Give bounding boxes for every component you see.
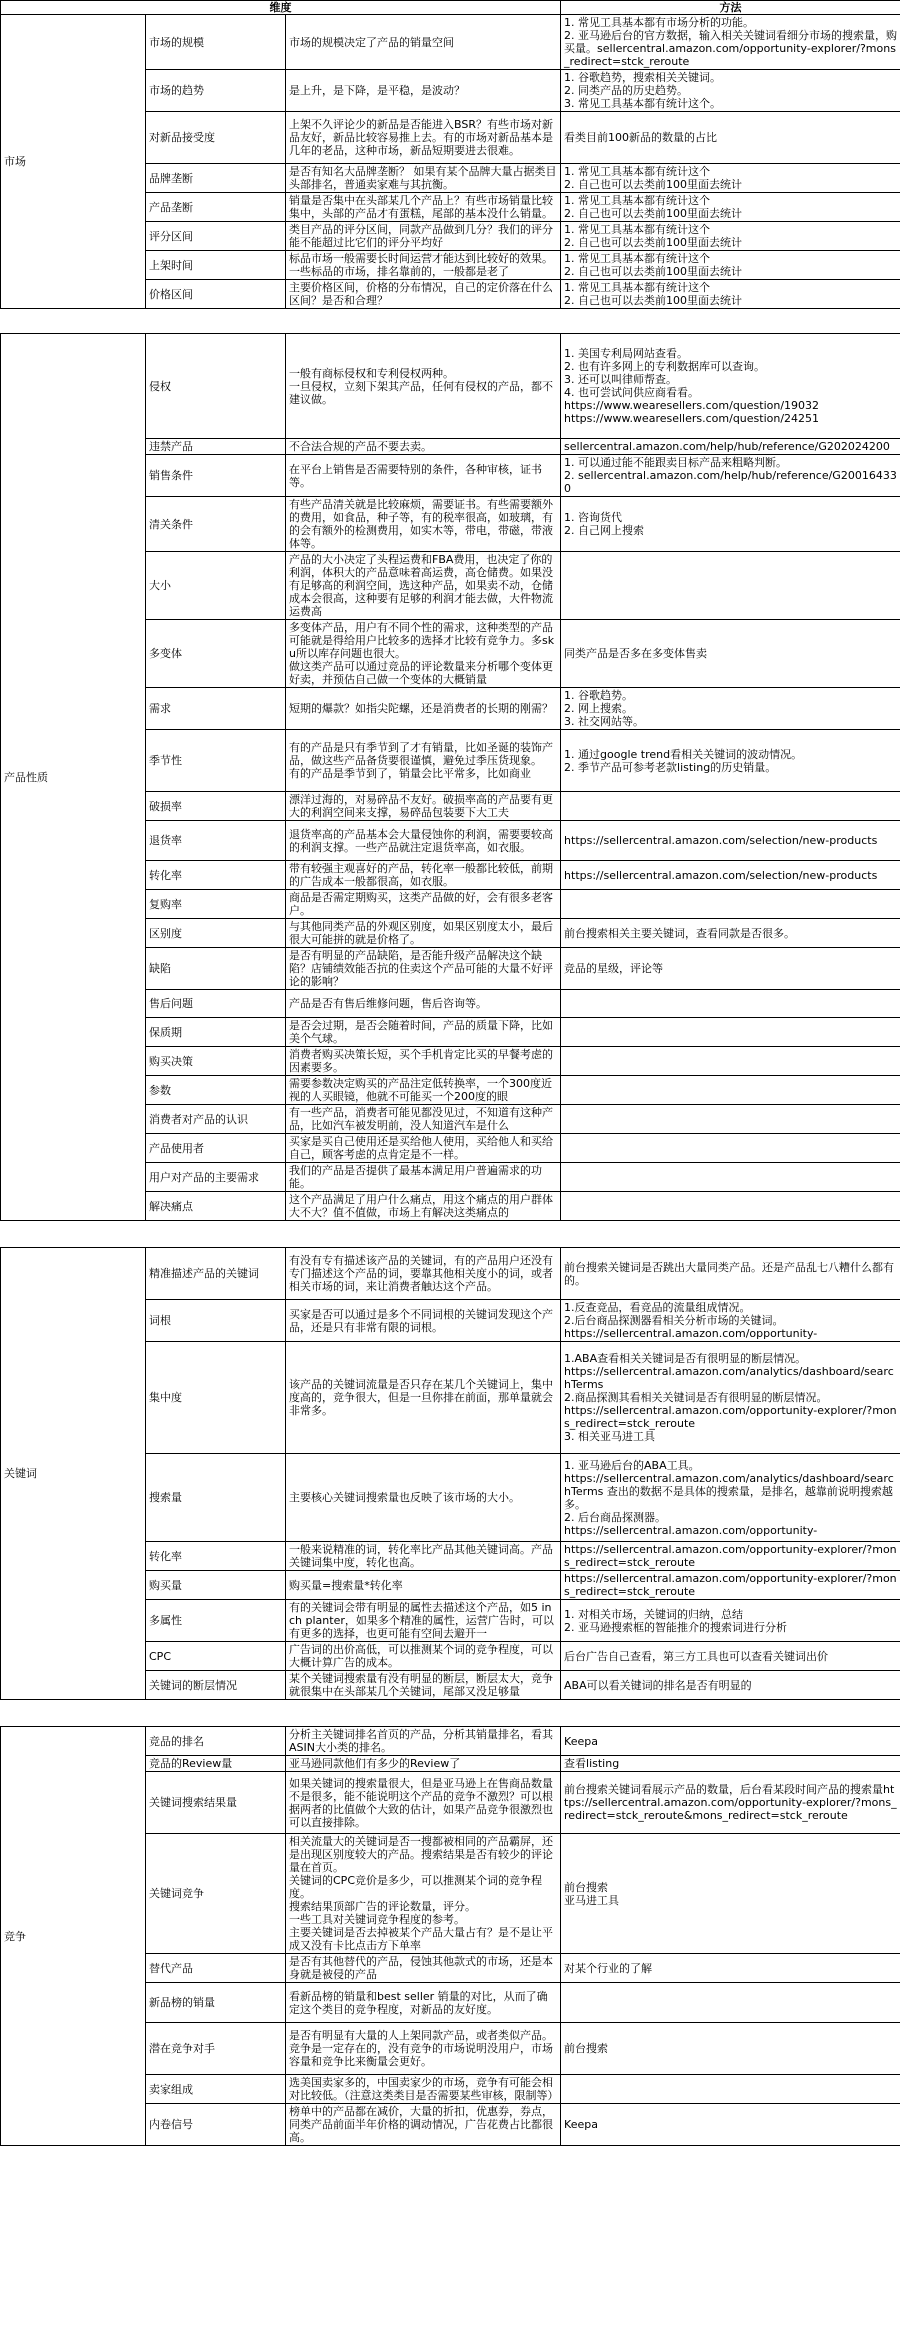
method-cell: 前台搜索关键词看展示产品的数量，后台看某段时间产品的搜索量https://sellercentral.amazon.com/opportunity-explorer/?mons_redirect=stck_reroute&mons_redirect=stck_reroute — [561, 1772, 900, 1834]
description-cell: 一般来说精准的词，转化率比产品其他关键词高。产品关键词集中度，转化也高。 — [286, 1542, 561, 1571]
sub-dimension-cell: 卖家组成 — [146, 2075, 286, 2104]
sub-dimension-cell: 购买量 — [146, 1571, 286, 1600]
description-cell: 短期的爆款？如指尖陀螺，还是消费者的长期的刚需？ — [286, 688, 561, 730]
description-cell: 是否会过期，是否会随着时间，产品的质量下降，比如美个气球。 — [286, 1018, 561, 1047]
method-cell: Keepa — [561, 1727, 900, 1756]
method-cell: 1. 常见工具基本都有统计这个 2. 自己也可以去类前100里面去统计 — [561, 251, 900, 280]
description-cell: 与其他同类产品的外观区别度，如果区别度太小，最后很大可能拼的就是价格了。 — [286, 919, 561, 948]
method-cell: ABA可以看关键词的排名是否有明显的 — [561, 1671, 900, 1700]
category-cell: 竞争 — [1, 1727, 146, 2146]
sub-dimension-cell: 缺陷 — [146, 948, 286, 990]
method-cell: 1. 通过google trend看相关关键词的波动情况。 2. 季节产品可参考老款listing的历史销量。 — [561, 730, 900, 792]
method-cell — [561, 1018, 900, 1047]
sub-dimension-cell: 转化率 — [146, 1542, 286, 1571]
description-cell: 产品是否有售后维修问题，售后咨询等。 — [286, 990, 561, 1018]
description-cell: 相关流量大的关键词是否一搜都被相同的产品霸屏，还是出现区别度较大的产品。搜索结果是否有较少的评论量在首页。 关键词的CPC竞价是多少，可以推测某个词的竞争程度。 搜索结果顶部广告的评论数量，评分。 一些工具对关键词竞争程度的参考。 主要关键词是否去掉被某个产品大量占有？是不是让平成又没有卡比点击方下单率 — [286, 1834, 561, 1954]
method-cell: 1. 可以通过能不能跟卖目标产品来粗略判断。 2. sellercentral.amazon.com/help/hub/reference/G200164330 — [561, 455, 900, 497]
sub-dimension-cell: 品牌垄断 — [146, 164, 286, 193]
sub-dimension-cell: 参数 — [146, 1076, 286, 1105]
sub-dimension-cell: 消费者对产品的认识 — [146, 1105, 286, 1134]
description-cell: 有些产品清关就是比较麻烦，需要证书。有些需要额外的费用，如食品，种子等，有的税率很高，如玻璃，有的会有额外的检测费用，如实木等，带电，带磁，带液体等。 — [286, 497, 561, 552]
method-cell: 1. 谷歌趋势，搜索相关关键词。 2. 同类产品的历史趋势。 3. 常见工具基本都有统计这个。 — [561, 70, 900, 112]
description-cell: 一般有商标侵权和专利侵权两种。 一旦侵权，立刻下架其产品，任何有侵权的产品，都不建议做。 — [286, 334, 561, 439]
sub-dimension-cell: 市场的趋势 — [146, 70, 286, 112]
sub-dimension-cell: 竞品的Review量 — [146, 1756, 286, 1772]
description-cell: 是上升，是下降，是平稳，是波动？ — [286, 70, 561, 112]
method-cell: 同类产品是否多在多变体售卖 — [561, 620, 900, 688]
description-cell: 榜单中的产品都在减价，大量的折扣，优惠券，券点，同类产品前面半年价格的调动情况，广告花费占比都很高。 — [286, 2104, 561, 2146]
method-cell: 1.反查竞品，看竞品的流量组成情况。 2.后台商品探测器看相关分析市场的关键词。 https://sellercentral.amazon.com/opportunity- — [561, 1300, 900, 1342]
description-cell: 分析主关键词排名首页的产品，分析其销量排名，看其ASIN大小类的排名。 — [286, 1727, 561, 1756]
sub-dimension-cell: 退货率 — [146, 821, 286, 861]
section-spacer — [1, 1221, 900, 1248]
sub-dimension-cell: 区别度 — [146, 919, 286, 948]
method-cell — [561, 1192, 900, 1221]
sub-dimension-cell: 违禁产品 — [146, 439, 286, 455]
table-row — [1, 15, 900, 70]
description-cell: 我们的产品是否提供了最基本满足用户普遍需求的功能。 — [286, 1163, 561, 1192]
sub-dimension-cell: 价格区间 — [146, 280, 286, 309]
method-cell — [561, 552, 900, 620]
sub-dimension-cell: 清关条件 — [146, 497, 286, 552]
method-cell: 对某个行业的了解 — [561, 1954, 900, 1983]
dimension-header: 维度 — [1, 1, 561, 15]
table-row — [1, 1727, 900, 1756]
method-cell: 前台搜索 亚马进工具 — [561, 1834, 900, 1954]
method-cell: 1.ABA查看相关关键词是否有很明显的断层情况。 https://sellercentral.amazon.com/analytics/dashboard/searchTerms 2.商品探测其看相关关键词是否有很明显的断层情况。 https://sellercentral.amazon.com/opportunity-explorer/?mons_redirect=stck_reroute 3. 相关亚马进工具 — [561, 1342, 900, 1454]
sub-dimension-cell: 潜在竞争对手 — [146, 2023, 286, 2075]
sub-dimension-cell: 搜索量 — [146, 1454, 286, 1542]
description-cell: 是否有知名大品牌垄断？ 如果有某个品牌大量占据类目头部排名，普通卖家难与其抗衡。 — [286, 164, 561, 193]
description-cell: 广告词的出价高低，可以推测某个词的竞争程度，可以大概计算广告的成本。 — [286, 1642, 561, 1671]
description-cell: 标品市场一般需要长时间运营才能达到比较好的效果。一些标品的市场，排名靠前的，一般都是老了 — [286, 251, 561, 280]
description-cell: 消费者购买决策长短，买个手机肯定比买的早餐考虑的因素要多。 — [286, 1047, 561, 1076]
sub-dimension-cell: 产品垄断 — [146, 193, 286, 222]
sub-dimension-cell: 解决痛点 — [146, 1192, 286, 1221]
sub-dimension-cell: 销售条件 — [146, 455, 286, 497]
method-cell: 1. 咨询货代 2. 自己网上搜索 — [561, 497, 900, 552]
method-cell — [561, 1047, 900, 1076]
description-cell: 主要核心关键词搜索量也反映了该市场的大小。 — [286, 1454, 561, 1542]
description-cell: 市场的规模决定了产品的销量空间 — [286, 15, 561, 70]
sub-dimension-cell: 关键词竞争 — [146, 1834, 286, 1954]
category-cell: 产品性质 — [1, 334, 146, 1221]
method-cell — [561, 1163, 900, 1192]
sub-dimension-cell: 侵权 — [146, 334, 286, 439]
description-cell: 类目产品的评分区间，同款产品做到几分？我们的评分能不能超过比它们的评分平均好 — [286, 222, 561, 251]
method-cell: sellercentral.amazon.com/help/hub/reference/G202024200 — [561, 439, 900, 455]
sub-dimension-cell: 保质期 — [146, 1018, 286, 1047]
description-cell: 销量是否集中在头部某几个产品上？有些市场销量比较集中，头部的产品才有蛋糕，尾部的基本没什么销量。 — [286, 193, 561, 222]
table-row — [1, 334, 900, 439]
description-cell: 是否有明显的产品缺陷，是否能升级产品解决这个缺陷？店铺绩效能否抗的住卖这个产品可能的大量不好评论的影响？ — [286, 948, 561, 990]
sub-dimension-cell: 内卷信号 — [146, 2104, 286, 2146]
sub-dimension-cell: 用户对产品的主要需求 — [146, 1163, 286, 1192]
spacer-cell — [1, 1700, 900, 1727]
description-cell: 带有较强主观喜好的产品，转化率一般都比较低，前期的广告成本一般都很高，如衣服。 — [286, 861, 561, 890]
method-cell — [561, 792, 900, 821]
description-cell: 购买量=搜索量*转化率 — [286, 1571, 561, 1600]
sub-dimension-cell: 精准描述产品的关键词 — [146, 1248, 286, 1300]
method-cell — [561, 1134, 900, 1163]
method-cell: https://sellercentral.amazon.com/selection/new-products — [561, 861, 900, 890]
method-cell: https://sellercentral.amazon.com/selection/new-products — [561, 821, 900, 861]
sub-dimension-cell: 关键词搜索结果量 — [146, 1772, 286, 1834]
category-cell: 市场 — [1, 15, 146, 309]
description-cell: 漂洋过海的，对易碎品不友好。破损率高的产品要有更大的利润空间来支撑，易碎品包装要下大工夫 — [286, 792, 561, 821]
method-cell: 1. 美国专利局网站查看。 2. 也有许多网上的专利数据库可以查询。 3. 还可以叫律师帮查。 4. 也可尝试问供应商看看。 https://www.wearesellers.com/question/19032 https://www.wearesellers.com/question/24251 — [561, 334, 900, 439]
method-cell — [561, 990, 900, 1018]
description-cell: 有一些产品，消费者可能见都没见过，不知道有这种产品，比如汽车被发明前，没人知道汽车是什么 — [286, 1105, 561, 1134]
sub-dimension-cell: 上架时间 — [146, 251, 286, 280]
sub-dimension-cell: 竞品的排名 — [146, 1727, 286, 1756]
method-cell: 查看listing — [561, 1756, 900, 1772]
sub-dimension-cell: 复购率 — [146, 890, 286, 919]
description-cell: 上架不久评论少的新品是否能进入BSR？有些市场对新品友好，新品比较容易推上去。有的市场对新品基本是几年的老品，这种市场，新品短期要进去很难。 — [286, 112, 561, 164]
method-cell: 1. 常见工具基本都有市场分析的功能。 2. 亚马逊后台的官方数据，输入相关关键词看细分市场的搜索量，购买量。sellercentral.amazon.com/opportunity-explorer/?mons_redirect=stck_reroute — [561, 15, 900, 70]
description-cell: 是否有其他替代的产品，侵蚀其他款式的市场，还是本身就是被侵的产品 — [286, 1954, 561, 1983]
section-spacer — [1, 1700, 900, 1727]
spacer-cell — [1, 309, 900, 334]
description-cell: 选美国卖家多的，中国卖家少的市场，竞争有可能会相对比较低。（注意这类类目是否需要某些审核，限制等） — [286, 2075, 561, 2104]
method-cell: 1. 常见工具基本都有统计这个 2. 自己也可以去类前100里面去统计 — [561, 164, 900, 193]
sub-dimension-cell: 集中度 — [146, 1342, 286, 1454]
sub-dimension-cell: 关键词的断层情况 — [146, 1671, 286, 1700]
method-cell — [561, 1076, 900, 1105]
sub-dimension-cell: 转化率 — [146, 861, 286, 890]
method-cell: 前台搜索相关主要关键词，查看同款是否很多。 — [561, 919, 900, 948]
description-cell: 这个产品满足了用户什么痛点，用这个痛点的用户群体大不大？值不值做，市场上有解决这类痛点的 — [286, 1192, 561, 1221]
sub-dimension-cell: 多属性 — [146, 1600, 286, 1642]
table-body — [1, 15, 900, 2146]
method-cell — [561, 2075, 900, 2104]
description-cell: 主要价格区间，价格的分布情况，自己的定价落在什么区间？是否和合理？ — [286, 280, 561, 309]
method-cell: 1. 常见工具基本都有统计这个 2. 自己也可以去类前100里面去统计 — [561, 193, 900, 222]
method-cell — [561, 890, 900, 919]
description-cell: 有的关键词会带有明显的属性去描述这个产品，如5 inch planter，如果多个精准的属性，运营广告时，可以有更多的选择，也更可能有空间去避开一 — [286, 1600, 561, 1642]
method-cell: 竞品的星级，评论等 — [561, 948, 900, 990]
spacer-cell — [1, 1221, 900, 1248]
sub-dimension-cell: 替代产品 — [146, 1954, 286, 1983]
description-cell: 如果关键词的搜索量很大，但是亚马逊上在售商品数量不是很多，能不能说明这个产品的竞争不激烈？可以根据两者的比值做个大致的估计，如果产品竞争很激烈也可以直接排除。 — [286, 1772, 561, 1834]
description-cell: 在平台上销售是否需要特别的条件，各种审核，证书等。 — [286, 455, 561, 497]
sub-dimension-cell: 售后问题 — [146, 990, 286, 1018]
header-row — [1, 1, 900, 15]
sub-dimension-cell: 多变体 — [146, 620, 286, 688]
description-cell: 亚马逊同款他们有多少的Review了 — [286, 1756, 561, 1772]
description-cell: 是否有明显有大量的人上架同款产品，或者类似产品。 竞争是一定存在的，没有竞争的市场说明没用户，市场容量和竞争比来衡量会更好。 — [286, 2023, 561, 2075]
sub-dimension-cell: 对新品接受度 — [146, 112, 286, 164]
description-cell: 有的产品是只有季节到了才有销量，比如圣诞的装饰产品，做这些产品备货要很谨慎，避免过季压货现象。 有的产品是季节到了，销量会比平常多，比如商业 — [286, 730, 561, 792]
description-cell: 退货率高的产品基本会大量侵蚀你的利润，需要要较高的利润支撑。一些产品就注定退货率高，如衣服。 — [286, 821, 561, 861]
sub-dimension-cell: 破损率 — [146, 792, 286, 821]
description-cell: 多变体产品，用户有不同个性的需求，这种类型的产品可能就是得给用户比较多的选择才比较有竞争力。多sku所以库存问题也很大。 做这类产品可以通过竞品的评论数量来分析哪个变体更好卖，并预估自己做一个变体的大概销量 — [286, 620, 561, 688]
method-cell: 1. 对相关市场，关键词的归纳，总结 2. 亚马逊搜索框的智能推介的搜索词进行分析 — [561, 1600, 900, 1642]
method-cell: 后台广告自己查看，第三方工具也可以查看关键词出价 — [561, 1642, 900, 1671]
table-row — [1, 1248, 900, 1300]
description-cell: 需要参数决定购买的产品注定低转换率，一个300度近视的人买眼镜，他就不可能买一个200度的眼 — [286, 1076, 561, 1105]
sub-dimension-cell: 新品榜的销量 — [146, 1983, 286, 2023]
method-cell: https://sellercentral.amazon.com/opportunity-explorer/?mons_redirect=stck_reroute — [561, 1542, 900, 1571]
sub-dimension-cell: 市场的规模 — [146, 15, 286, 70]
method-cell — [561, 1983, 900, 2023]
method-cell: 1. 常见工具基本都有统计这个 2. 自己也可以去类前100里面去统计 — [561, 222, 900, 251]
description-cell: 有没有专有描述该产品的关键词，有的产品用户还没有专门描述这个产品的词，要靠其他相关度小的词，或者相关市场的词，来让消费者触达这个产品。 — [286, 1248, 561, 1300]
method-cell: 1. 常见工具基本都有统计这个 2. 自己也可以去类前100里面去统计 — [561, 280, 900, 309]
description-cell: 买家是买自己使用还是买给他人使用，买给他人和买给自己，顾客考虑的点肯定是不一样。 — [286, 1134, 561, 1163]
sub-dimension-cell: 大小 — [146, 552, 286, 620]
sub-dimension-cell: 需求 — [146, 688, 286, 730]
method-cell: 看类目前100新品的数量的占比 — [561, 112, 900, 164]
method-cell — [561, 1105, 900, 1134]
section-spacer — [1, 309, 900, 334]
method-cell: Keepa — [561, 2104, 900, 2146]
method-cell: 1. 谷歌趋势。 2. 网上搜索。 3. 社交网站等。 — [561, 688, 900, 730]
description-cell: 商品是否需定期购买，这类产品做的好，会有很多老客户。 — [286, 890, 561, 919]
method-cell: 1. 亚马逊后台的ABA工具。 https://sellercentral.amazon.com/analytics/dashboard/searchTerms 查出的数据不是具体的搜索量，是排名，越靠前说明搜索越多。 2. 后台商品探测器。 https://sellercentral.amazon.com/opportunity- — [561, 1454, 900, 1542]
sub-dimension-cell: CPC — [146, 1642, 286, 1671]
description-cell: 买家是否可以通过是多个不同词根的关键词发现这个产品，还是只有非常有限的词根。 — [286, 1300, 561, 1342]
description-cell: 产品的大小决定了头程运费和FBA费用，也决定了你的利润，体积大的产品意味着高运费，高仓储费。如果没有足够高的利润空间，选这种产品，如果卖不动，仓储成本会很高，这种要有足够的利润才能去做，大件物流运费高 — [286, 552, 561, 620]
sub-dimension-cell: 产品使用者 — [146, 1134, 286, 1163]
method-header: 方法 — [561, 1, 900, 15]
category-cell: 关键词 — [1, 1248, 146, 1700]
description-cell: 某个关键词搜索量有没有明显的断层，断层太大，竞争就很集中在头部某几个关键词，尾部又没足够量 — [286, 1671, 561, 1700]
description-cell: 不合法合规的产品不要去卖。 — [286, 439, 561, 455]
description-cell: 看新品榜的销量和best seller 销量的对比，从而了确定这个类目的竞争程度，对新品的友好度。 — [286, 1983, 561, 2023]
method-cell: 前台搜索 — [561, 2023, 900, 2075]
method-cell: 前台搜索关键词是否跳出大量同类产品。还是产品乱七八糟什么都有的。 — [561, 1248, 900, 1300]
description-cell: 该产品的关键词流量是否只存在某几个关键词上，集中度高的，竞争很大，但是一旦你排在前面，那单量就会非常多。 — [286, 1342, 561, 1454]
sub-dimension-cell: 购买决策 — [146, 1047, 286, 1076]
method-cell: https://sellercentral.amazon.com/opportunity-explorer/?mons_redirect=stck_reroute — [561, 1571, 900, 1600]
sub-dimension-cell: 季节性 — [146, 730, 286, 792]
sub-dimension-cell: 词根 — [146, 1300, 286, 1342]
sub-dimension-cell: 评分区间 — [146, 222, 286, 251]
